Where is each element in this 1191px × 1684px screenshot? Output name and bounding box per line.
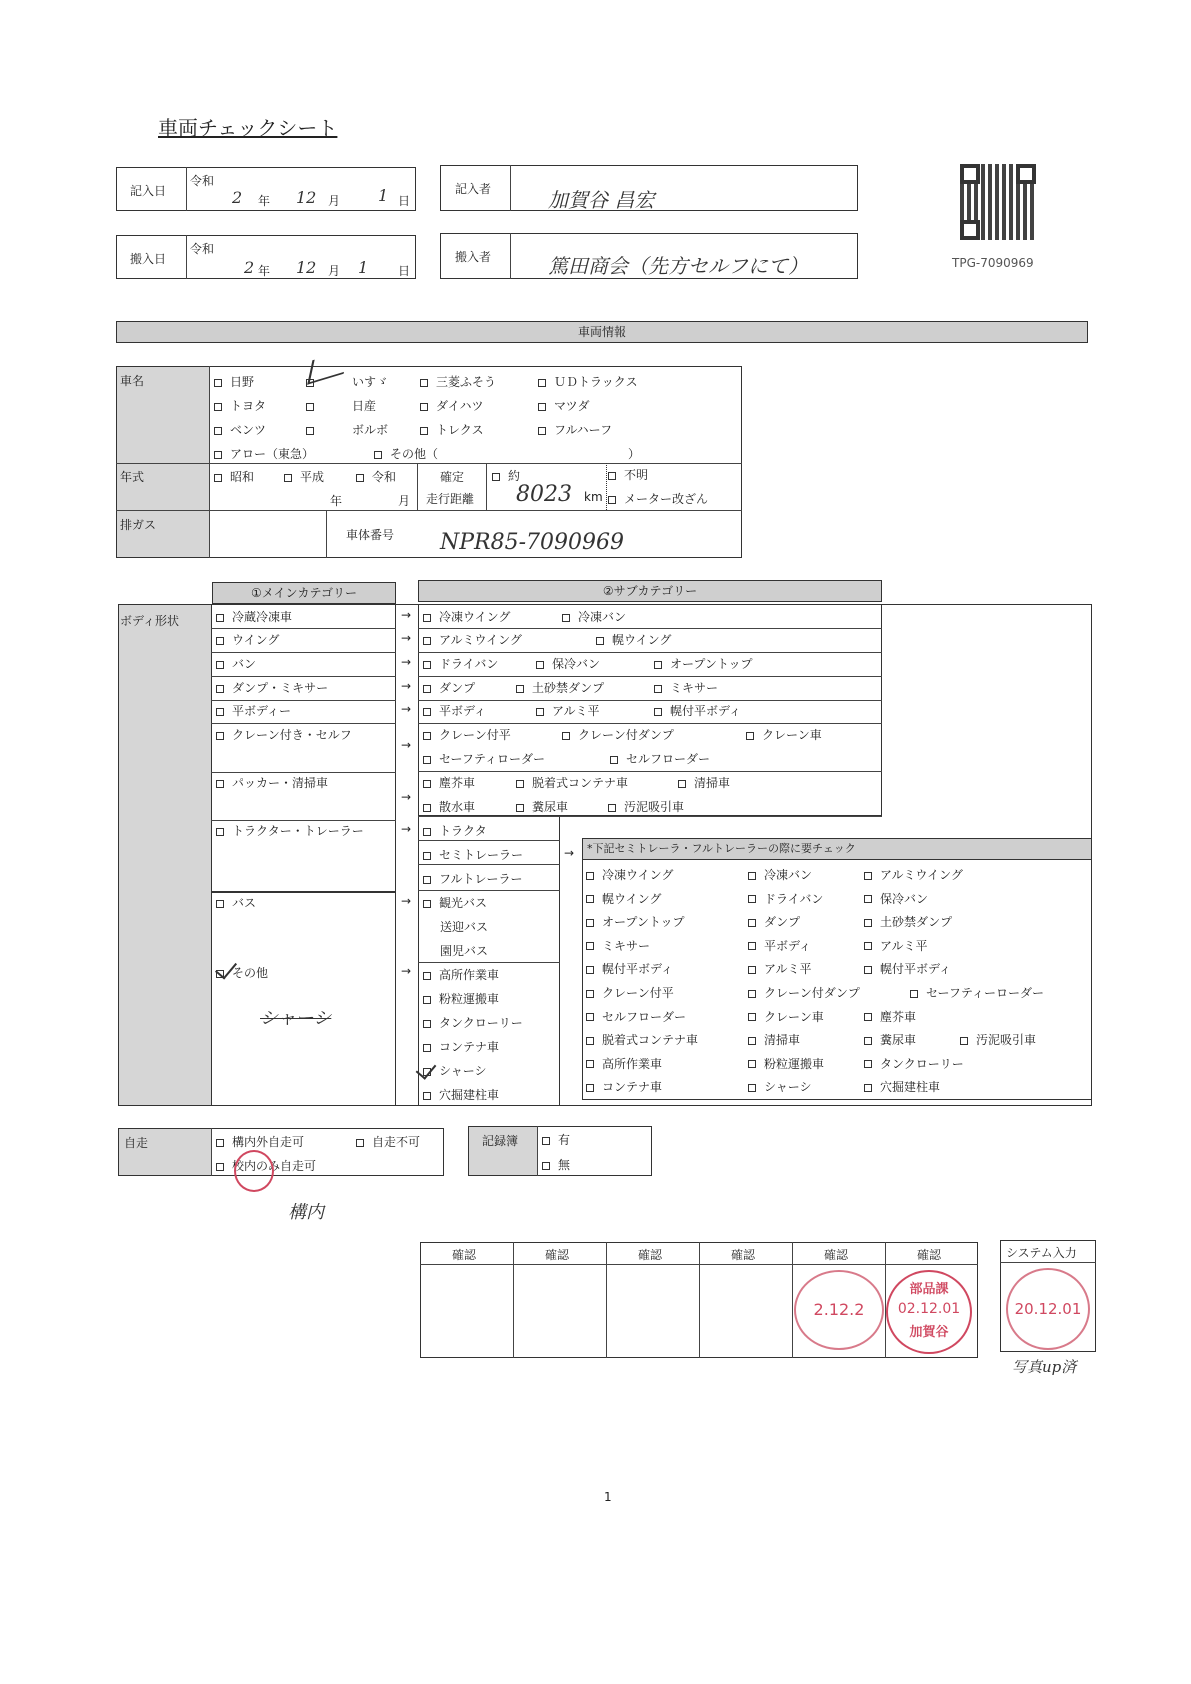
year-unit: 年	[330, 494, 343, 508]
arrow-icon: →	[401, 894, 412, 908]
carry-day-unit: 日	[398, 264, 411, 278]
sub-category-13-0[interactable]: 送迎バス	[440, 920, 489, 934]
sub-category-3-1[interactable]: 土砂禁ダンプ	[516, 679, 604, 696]
trailer-arrow-icon: →	[564, 846, 575, 860]
trailer-item-8-1[interactable]: 粉粒運搬車	[748, 1055, 824, 1072]
checkbox-icon	[423, 996, 431, 1004]
page-number: 1	[604, 1490, 612, 1504]
record-yes-option[interactable]: 有	[542, 1131, 570, 1148]
month-unit: 月	[398, 494, 411, 508]
sub-category-1-0[interactable]: アルミウイング	[423, 631, 522, 648]
other-handwritten: シャーシ	[260, 1008, 332, 1029]
carry-era: 令和	[190, 242, 215, 256]
checkbox-icon	[423, 900, 431, 908]
self-drive-handwritten: 構内	[288, 1202, 324, 1223]
sub-category-14-0[interactable]: 園児バス	[440, 944, 489, 958]
name-volvo[interactable]: ボルボ	[306, 421, 388, 438]
self-drive-campus-option[interactable]: 校内のみ自走可	[216, 1157, 316, 1174]
checkbox-icon	[586, 1060, 594, 1068]
sub-category-15-0[interactable]: 高所作業車	[423, 966, 499, 983]
trailer-item-6-1[interactable]: クレーン車	[748, 1008, 824, 1025]
sub-category-0-1[interactable]: 冷凍バン	[562, 608, 626, 625]
name-daihatsu[interactable]: ダイハツ	[420, 397, 484, 414]
checkbox-icon	[748, 990, 756, 998]
name-other-close: ）	[628, 447, 641, 461]
checkbox-icon	[864, 1037, 872, 1045]
red-circle-mark	[234, 1150, 274, 1192]
name-ud[interactable]: ＵＤトラックス	[538, 373, 638, 390]
carry-year: 2	[244, 258, 255, 277]
checkbox-icon	[423, 637, 431, 645]
checkbox-icon	[746, 732, 754, 740]
checkbox-icon	[216, 900, 224, 908]
trailer-item-7-1[interactable]: 清掃車	[748, 1031, 800, 1048]
checkbox-icon	[216, 685, 224, 693]
sub-category-20-0[interactable]: 穴掘建柱車	[423, 1086, 499, 1103]
era-reiwa[interactable]: 令和	[356, 468, 396, 485]
trailer-item-3-1[interactable]: 平ボディ	[748, 937, 811, 954]
entry-year-unit: 年	[258, 194, 271, 208]
record-no-option[interactable]: 無	[542, 1156, 570, 1173]
checkbox-icon	[586, 872, 594, 880]
checkbox-icon	[864, 942, 872, 950]
checkbox-icon	[864, 1060, 872, 1068]
system-input-label: システム入力	[1006, 1246, 1077, 1260]
name-mitsubishi[interactable]: 三菱ふそう	[420, 373, 496, 390]
checkbox-icon	[216, 732, 224, 740]
main-category-9[interactable]: その他	[216, 964, 268, 981]
arrow-icon: →	[401, 608, 412, 622]
checkbox-icon	[423, 685, 431, 693]
confirm-label-0: 確認	[452, 1248, 477, 1262]
checkbox-icon	[586, 919, 594, 927]
checkbox-icon	[216, 637, 224, 645]
carry-year-unit: 年	[258, 264, 271, 278]
sub-category-18-0[interactable]: コンテナ車	[423, 1038, 499, 1055]
checkbox-icon	[423, 804, 431, 812]
vehicle-info-header: 車両情報	[116, 321, 1088, 343]
entry-era: 令和	[190, 174, 215, 188]
sub-category-1-1[interactable]: 幌ウイング	[596, 631, 671, 648]
checkbox-icon	[960, 1037, 968, 1045]
entry-month: 12	[296, 188, 317, 207]
sub-category-11-0[interactable]: フルトレーラー	[423, 870, 523, 887]
checkbox-icon	[748, 1084, 756, 1092]
sub-category-7-2[interactable]: 清掃車	[678, 774, 730, 791]
sub-category-7-1[interactable]: 脱着式コンテナ車	[516, 774, 628, 791]
trailer-item-0-1[interactable]: 冷凍バン	[748, 866, 812, 883]
main-category-0[interactable]: 冷蔵冷凍車	[216, 608, 292, 625]
sub-category-5-0[interactable]: クレーン付平	[423, 726, 511, 743]
system-stamp: 20.12.01	[1006, 1268, 1090, 1350]
trailer-item-3-0[interactable]: ミキサー	[586, 937, 650, 954]
trailer-item-4-2[interactable]: 幌付平ボディ	[864, 960, 951, 977]
checkbox-icon	[423, 972, 431, 980]
name-trex[interactable]: トレクス	[420, 421, 484, 438]
checkbox-icon	[423, 732, 431, 740]
confirm-stamp-2	[886, 1270, 972, 1354]
checkbox-icon	[748, 1060, 756, 1068]
checkbox-icon	[610, 756, 618, 764]
qr-code-icon	[960, 164, 1036, 240]
self-drive-no-option[interactable]: 自走不可	[356, 1133, 420, 1150]
trailer-item-5-1[interactable]: クレーン付ダンプ	[748, 984, 860, 1001]
unknown-option[interactable]: 不明	[608, 466, 648, 483]
stamp2-date: 02.12.01	[897, 1301, 961, 1317]
checkbox-icon	[864, 1013, 872, 1021]
sub-category-8-1[interactable]: 糞尿車	[516, 798, 568, 815]
page-title: 車両チェックシート	[158, 116, 338, 140]
carry-month: 12	[296, 258, 317, 277]
chassis-label: 車体番号	[346, 528, 395, 542]
arrow-icon: →	[401, 655, 412, 669]
arrow-icon: →	[401, 738, 412, 752]
trailer-item-0-2[interactable]: アルミウイング	[864, 866, 963, 883]
main-category-5[interactable]: クレーン付き・セルフ	[216, 726, 352, 743]
checkbox-icon	[516, 685, 524, 693]
checkbox-icon	[423, 780, 431, 788]
checkbox-icon	[423, 1092, 431, 1100]
checkbox-icon	[748, 895, 756, 903]
sub-category-2-1[interactable]: 保冷バン	[536, 655, 600, 672]
trailer-item-1-2[interactable]: 保冷バン	[864, 890, 928, 907]
checkbox-icon	[654, 661, 662, 669]
arrow-icon: →	[401, 702, 412, 716]
carry-day: 1	[358, 258, 369, 277]
trailer-item-9-2[interactable]: 穴掘建柱車	[864, 1078, 940, 1095]
year-label: 年式	[120, 470, 145, 484]
checkbox-icon	[596, 637, 604, 645]
checkbox-icon	[586, 966, 594, 974]
trailer-item-4-1[interactable]: アルミ平	[748, 960, 812, 977]
checkbox-icon	[864, 966, 872, 974]
checkbox-icon	[562, 732, 570, 740]
meter-tamper-option[interactable]: メーター改ざん	[608, 490, 708, 507]
trailer-item-5-0[interactable]: クレーン付平	[586, 984, 674, 1001]
main-category-header: ①メインカテゴリー	[212, 582, 396, 604]
self-drive-label: 自走	[124, 1136, 149, 1150]
trailer-item-8-0[interactable]: 高所作業車	[586, 1055, 662, 1072]
checkbox-icon	[864, 895, 872, 903]
checkbox-icon	[586, 990, 594, 998]
self-drive-inout-option[interactable]: 構内外自走可	[216, 1133, 304, 1150]
carry-person-label: 搬入者	[455, 250, 492, 264]
trailer-item-0-0[interactable]: 冷凍ウイング	[586, 866, 673, 883]
checkbox-icon	[748, 1037, 756, 1045]
sub-category-8-2[interactable]: 汚泥吸引車	[608, 798, 684, 815]
checkbox-icon	[678, 780, 686, 788]
main-category-7[interactable]: トラクター・トレーラー	[216, 822, 364, 839]
checkbox-icon	[423, 1044, 431, 1052]
sub-category-17-0[interactable]: タンクローリー	[423, 1014, 523, 1031]
checkbox-icon	[910, 990, 918, 998]
checkbox-icon	[748, 919, 756, 927]
checkbox-icon	[423, 708, 431, 716]
sub-category-6-0[interactable]: セーフティローダー	[423, 750, 545, 767]
checkbox-icon	[423, 756, 431, 764]
checkbox-icon	[864, 872, 872, 880]
checkbox-icon	[536, 708, 544, 716]
entry-month-unit: 月	[328, 194, 341, 208]
checkbox-icon	[654, 708, 662, 716]
main-category-3[interactable]: ダンプ・ミキサー	[216, 679, 328, 696]
sub-category-2-0[interactable]: ドライバン	[423, 655, 498, 672]
carry-month-unit: 月	[328, 264, 341, 278]
trailer-item-7-0[interactable]: 脱着式コンテナ車	[586, 1031, 698, 1048]
name-fruehauf[interactable]: フルハーフ	[538, 421, 612, 438]
sub-category-5-2[interactable]: クレーン車	[746, 726, 822, 743]
record-label: 記録簿	[482, 1134, 519, 1148]
trailer-item-1-1[interactable]: ドライバン	[748, 890, 823, 907]
confirm-stamp-1: 2.12.2	[794, 1270, 884, 1350]
name-mazda[interactable]: マツダ	[538, 397, 590, 414]
confirm-label-4: 確認	[824, 1248, 849, 1262]
trailer-item-9-1[interactable]: シャーシ	[748, 1078, 812, 1095]
sub-category-3-2[interactable]: ミキサー	[654, 679, 718, 696]
sub-category-10-0[interactable]: セミトレーラー	[423, 846, 523, 863]
checkbox-icon	[216, 828, 224, 836]
carry-date-label: 搬入日	[130, 252, 167, 266]
km-unit: km	[584, 490, 603, 504]
name-benz[interactable]: ベンツ	[214, 421, 266, 438]
trailer-item-7-2[interactable]: 糞尿車	[864, 1031, 916, 1048]
checkbox-icon	[423, 661, 431, 669]
main-category-2[interactable]: バン	[216, 655, 256, 672]
car-name-label: 車名	[120, 374, 145, 388]
checkbox-icon	[586, 1013, 594, 1021]
trailer-item-4-0[interactable]: 幌付平ボディ	[586, 960, 673, 977]
mileage-value: 8023	[516, 482, 572, 507]
approx-option[interactable]: 約	[492, 467, 520, 484]
exhaust-label: 排ガス	[120, 518, 157, 532]
checkbox-icon	[748, 942, 756, 950]
checkbox-icon	[516, 780, 524, 788]
name-toyota[interactable]: トヨタ	[214, 397, 266, 414]
checkbox-icon	[423, 614, 431, 622]
confirm-label-5: 確認	[917, 1248, 942, 1262]
era-heisei[interactable]: 平成	[284, 468, 324, 485]
checkbox-icon	[216, 614, 224, 622]
chassis-number: NPR85-7090969	[440, 530, 625, 555]
entry-person: 加賀谷 昌宏	[548, 188, 655, 212]
entry-day: 1	[378, 186, 389, 205]
checkbox-icon	[536, 661, 544, 669]
main-category-6[interactable]: パッカー・清掃車	[216, 774, 328, 791]
sub-category-4-1[interactable]: アルミ平	[536, 702, 600, 719]
trailer-item-6-0[interactable]: セルフローダー	[586, 1008, 686, 1025]
sub-category-5-1[interactable]: クレーン付ダンプ	[562, 726, 674, 743]
sub-category-3-0[interactable]: ダンプ	[423, 679, 475, 696]
sub-category-6-1[interactable]: セルフローダー	[610, 750, 710, 767]
trailer-item-7-3[interactable]: 汚泥吸引車	[960, 1031, 1036, 1048]
checkbox-icon	[654, 685, 662, 693]
sub-category-4-2[interactable]: 幌付平ボディ	[654, 702, 741, 719]
arrow-icon: →	[401, 964, 412, 978]
trailer-check-header: *下記セミトレーラ・フルトレーラーの際に要チェック	[582, 838, 1092, 860]
trailer-item-2-0[interactable]: オープントップ	[586, 913, 685, 930]
checkbox-icon	[423, 876, 431, 884]
confirm-label-2: 確認	[638, 1248, 663, 1262]
trailer-item-2-1[interactable]: ダンプ	[748, 913, 800, 930]
trailer-item-6-2[interactable]: 塵芥車	[864, 1008, 916, 1025]
name-arrow[interactable]: アロー（東急）	[214, 445, 314, 462]
trailer-item-8-2[interactable]: タンクローリー	[864, 1055, 964, 1072]
main-category-1[interactable]: ウイング	[216, 631, 279, 648]
checkbox-icon	[516, 804, 524, 812]
checkbox-icon	[423, 1020, 431, 1028]
trailer-item-1-0[interactable]: 幌ウイング	[586, 890, 661, 907]
arrow-icon: →	[401, 679, 412, 693]
sub-category-8-0[interactable]: 散水車	[423, 798, 475, 815]
checkbox-icon	[586, 1084, 594, 1092]
trailer-item-2-2[interactable]: 土砂禁ダンプ	[864, 913, 952, 930]
main-category-4[interactable]: 平ボディー	[216, 702, 291, 719]
checkbox-icon	[423, 828, 431, 836]
sub-category-0-0[interactable]: 冷凍ウイング	[423, 608, 510, 625]
entry-person-label: 記入者	[455, 182, 492, 196]
sub-category-12-0[interactable]: 観光バス	[423, 894, 487, 911]
sub-category-2-2[interactable]: オープントップ	[654, 655, 753, 672]
sub-category-4-0[interactable]: 平ボディ	[423, 702, 486, 719]
sub-category-16-0[interactable]: 粉粒運搬車	[423, 990, 499, 1007]
sub-category-7-0[interactable]: 塵芥車	[423, 774, 475, 791]
name-nissan[interactable]: 日産	[306, 397, 376, 414]
checkbox-icon	[216, 661, 224, 669]
checkbox-icon	[423, 852, 431, 860]
stamp2-top: 部品課	[909, 1282, 949, 1297]
arrow-icon: →	[401, 822, 412, 836]
photo-note: 写真up済	[1012, 1358, 1077, 1376]
body-shape-label: ボディ形状	[120, 614, 180, 628]
checkbox-icon	[748, 1013, 756, 1021]
trailer-item-3-2[interactable]: アルミ平	[864, 937, 928, 954]
sub-category-9-0[interactable]: トラクタ	[423, 822, 487, 839]
checkbox-icon	[586, 895, 594, 903]
entry-year: 2	[232, 188, 243, 207]
arrow-icon: →	[401, 790, 412, 804]
mileage-label: 走行距離	[426, 492, 475, 506]
checkbox-icon	[608, 804, 616, 812]
confirm-label: 確定	[440, 470, 465, 484]
checkbox-icon	[864, 1084, 872, 1092]
trailer-item-9-0[interactable]: コンテナ車	[586, 1078, 662, 1095]
name-other[interactable]: その他（	[374, 445, 438, 462]
name-isuzu[interactable]: いすゞ	[306, 373, 388, 390]
entry-day-unit: 日	[398, 194, 411, 208]
era-showa[interactable]: 昭和	[214, 468, 254, 485]
main-category-8[interactable]: バス	[216, 894, 256, 911]
checkbox-icon	[864, 919, 872, 927]
checkbox-icon	[748, 966, 756, 974]
checkbox-icon	[586, 1037, 594, 1045]
carry-person: 篤田商会（先方セルフにて）	[548, 254, 808, 278]
stamp2-name: 加賀谷	[909, 1325, 949, 1340]
qr-code-label: TPG-7090969	[952, 256, 1034, 270]
checkbox-icon	[216, 780, 224, 788]
checkbox-icon	[748, 872, 756, 880]
sub-category-header: ②サブカテゴリー	[418, 580, 882, 602]
checkbox-icon	[216, 708, 224, 716]
confirm-label-1: 確認	[545, 1248, 570, 1262]
checkbox-icon	[586, 942, 594, 950]
arrow-icon: →	[401, 631, 412, 645]
name-hino[interactable]: 日野	[214, 373, 254, 390]
entry-date-label: 記入日	[130, 184, 167, 198]
checkbox-icon	[562, 614, 570, 622]
trailer-item-5-2[interactable]: セーフティーローダー	[910, 984, 1044, 1001]
confirm-label-3: 確認	[731, 1248, 756, 1262]
sub-category-19-0[interactable]: シャーシ	[423, 1062, 487, 1079]
